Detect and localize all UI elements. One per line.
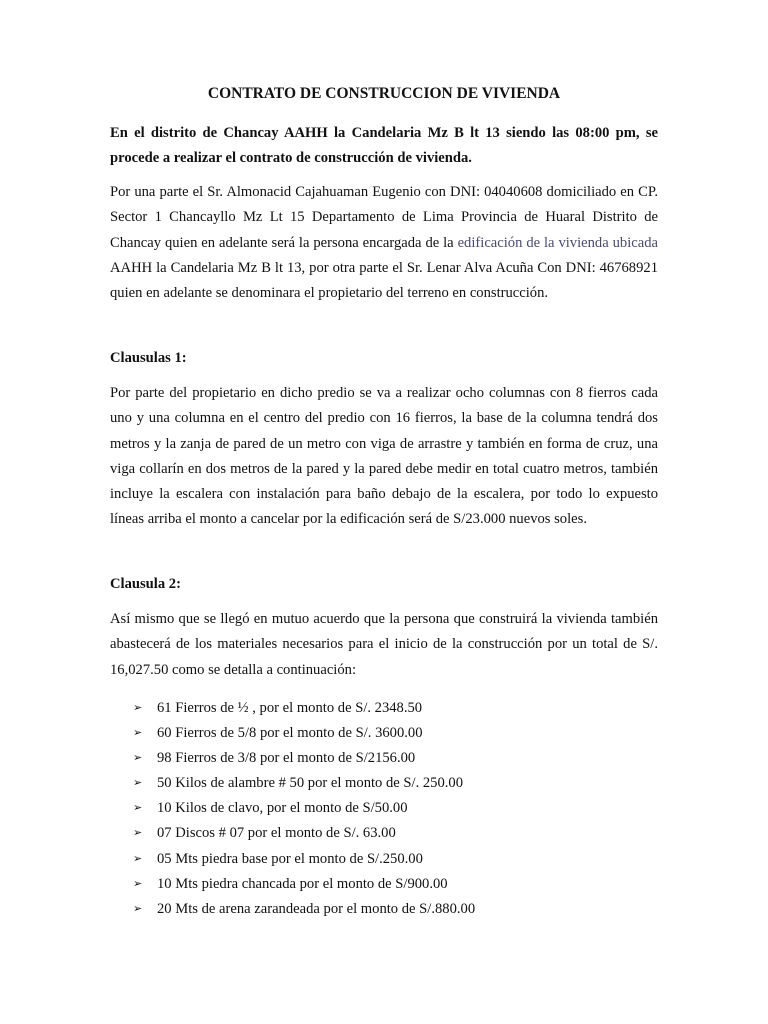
list-item-text: 20 Mts de arena zarandeada por el monto de S/.880.00 [157, 900, 476, 917]
arrow-bullet-icon: ➢ [133, 777, 143, 790]
list-item [133, 748, 475, 773]
clause1-paragraph: Por parte del propietario en dicho predio se va a realizar ocho columnas con 8 fierros cada uno y una columna en el centro del predio con 16 fierros, la base de la columna tendrá dos metros y la zanja de pared de un metro con viga de arrastre y también en forma de cruz, una viga collarín en dos metros de la pared y la pared debe medir en total cuatro metros, también incluye la escalera con instalación para baño debajo de la escalera, por todo lo expuesto líneas arriba el monto a cancelar por la edificación será de S/23.000 nuevos soles. [110, 385, 658, 528]
list-item [133, 698, 475, 723]
materials-list [133, 698, 475, 924]
parties-highlight: edificación de la vivienda ubicada [457, 234, 658, 251]
arrow-bullet-icon: ➢ [133, 902, 143, 915]
list-item [133, 849, 475, 874]
parties-text-1: Por una parte el Sr. Almonacid Cajahuaman Eugenio con DNI: 04040608 domiciliado en CP. Sector 1 Chancayllo Mz Lt 15 Departamento de Lima Provincia de Huaral Distrito de Chancay quien en adelante será la persona encargada de la [110, 184, 658, 251]
arrow-bullet-icon: ➢ [133, 802, 143, 815]
list-item-text: 50 Kilos de alambre # 50 por el monto de S/. 250.00 [157, 775, 464, 792]
clause2-heading: Clausula 2: [110, 576, 181, 592]
arrow-bullet-icon: ➢ [133, 877, 143, 890]
list-item-text: 98 Fierros de 3/8 por el monto de S/2156.00 [157, 750, 416, 767]
intro-paragraph: En el distrito de Chancay AAHH la Candelaria Mz B lt 13 siendo las 08:00 pm, se procede a realizar el contrato de construcción de vivienda. [110, 125, 658, 167]
arrow-bullet-icon: ➢ [133, 752, 143, 765]
arrow-bullet-icon: ➢ [133, 727, 143, 740]
list-item [133, 874, 475, 899]
list-item-text: 60 Fierros de 5/8 por el monto de S/. 3600.00 [157, 725, 423, 742]
arrow-bullet-icon: ➢ [133, 827, 143, 840]
list-item [133, 723, 475, 748]
document-title: CONTRATO DE CONSTRUCCION DE VIVIENDA [207, 85, 561, 102]
list-item [133, 773, 475, 798]
list-item-text: 10 Kilos de clavo, por el monto de S/50.00 [157, 800, 408, 817]
list-item [133, 823, 475, 848]
arrow-bullet-icon: ➢ [133, 852, 143, 865]
list-item-text: 05 Mts piedra base por el monto de S/.250.00 [157, 850, 423, 867]
parties-paragraph [110, 180, 658, 306]
list-item-text: 10 Mts piedra chancada por el monto de S/900.00 [157, 875, 448, 892]
list-item [133, 798, 475, 823]
list-item [133, 899, 475, 924]
arrow-bullet-icon: ➢ [133, 702, 143, 714]
clause2-paragraph: Así mismo que se llegó en mutuo acuerdo que la persona que construirá la vivienda también abastecerá de los materiales necesarios para el inicio de la construcción por un total de S/. 16,027.50 como se detalla a continuación: [110, 611, 658, 678]
list-item-text: 07 Discos # 07 por el monto de S/. 63.00 [157, 825, 396, 842]
parties-text-2: AAHH la Candelaria Mz B lt 13, por otra parte el Sr. Lenar Alva Acuña Con DNI: 46768921 quien en adelante se denominara el propietario del terreno en construcción. [110, 259, 658, 302]
clause1-heading: Clausulas 1: [110, 350, 187, 366]
list-item-text: 61 Fierros de ½ , por el monto de S/. 2348.50 [157, 700, 423, 716]
